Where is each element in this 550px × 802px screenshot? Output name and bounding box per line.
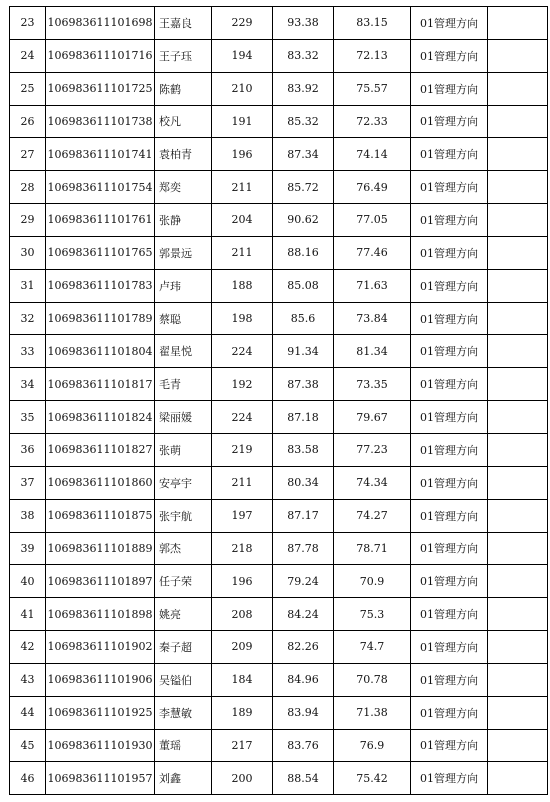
- table-body: [10, 7, 548, 795]
- candidate-id: 106983611101824: [46, 401, 155, 434]
- candidate-name: 王嘉良: [155, 7, 212, 40]
- total-score: 73.35: [334, 368, 411, 401]
- row-number: 36: [10, 433, 46, 466]
- initial-score: 184: [212, 663, 273, 696]
- candidate-name: 翟星悦: [155, 335, 212, 368]
- initial-score: 218: [212, 532, 273, 565]
- interview-score: 85.72: [273, 171, 334, 204]
- note-cell: [488, 39, 548, 72]
- total-score: 74.34: [334, 466, 411, 499]
- candidate-name: 郭景远: [155, 236, 212, 269]
- initial-score: 204: [212, 204, 273, 237]
- candidate-name: 姚亮: [155, 598, 212, 631]
- candidate-name: 陈鹤: [155, 72, 212, 105]
- total-score: 76.49: [334, 171, 411, 204]
- initial-score: 229: [212, 7, 273, 40]
- study-direction: 01管理方向: [411, 7, 488, 40]
- table-row: [10, 368, 548, 401]
- note-cell: [488, 729, 548, 762]
- note-cell: [488, 401, 548, 434]
- table-row: [10, 532, 548, 565]
- initial-score: 194: [212, 39, 273, 72]
- interview-score: 87.17: [273, 499, 334, 532]
- study-direction: 01管理方向: [411, 72, 488, 105]
- total-score: 70.9: [334, 565, 411, 598]
- initial-score: 211: [212, 466, 273, 499]
- total-score: 75.57: [334, 72, 411, 105]
- note-cell: [488, 433, 548, 466]
- row-number: 24: [10, 39, 46, 72]
- initial-score: 211: [212, 236, 273, 269]
- interview-score: 80.34: [273, 466, 334, 499]
- row-number: 26: [10, 105, 46, 138]
- study-direction: 01管理方向: [411, 171, 488, 204]
- candidate-name: 张宇航: [155, 499, 212, 532]
- candidate-id: 106983611101898: [46, 598, 155, 631]
- total-score: 79.67: [334, 401, 411, 434]
- row-number: 30: [10, 236, 46, 269]
- note-cell: [488, 696, 548, 729]
- interview-score: 91.34: [273, 335, 334, 368]
- interview-score: 83.76: [273, 729, 334, 762]
- initial-score: 196: [212, 565, 273, 598]
- total-score: 77.05: [334, 204, 411, 237]
- row-number: 32: [10, 302, 46, 335]
- study-direction: 01管理方向: [411, 204, 488, 237]
- initial-score: 224: [212, 401, 273, 434]
- table-row: [10, 631, 548, 664]
- study-direction: 01管理方向: [411, 236, 488, 269]
- study-direction: 01管理方向: [411, 532, 488, 565]
- note-cell: [488, 236, 548, 269]
- interview-score: 87.34: [273, 138, 334, 171]
- row-number: 43: [10, 663, 46, 696]
- interview-score: 87.38: [273, 368, 334, 401]
- total-score: 74.27: [334, 499, 411, 532]
- note-cell: [488, 72, 548, 105]
- candidate-id: 106983611101725: [46, 72, 155, 105]
- total-score: 77.23: [334, 433, 411, 466]
- note-cell: [488, 204, 548, 237]
- candidate-name: 郑奕: [155, 171, 212, 204]
- note-cell: [488, 631, 548, 664]
- table-row: [10, 7, 548, 40]
- interview-score: 85.32: [273, 105, 334, 138]
- note-cell: [488, 105, 548, 138]
- candidate-id: 106983611101827: [46, 433, 155, 466]
- row-number: 39: [10, 532, 46, 565]
- candidate-id: 106983611101804: [46, 335, 155, 368]
- table-row: [10, 762, 548, 795]
- study-direction: 01管理方向: [411, 302, 488, 335]
- total-score: 81.34: [334, 335, 411, 368]
- initial-score: 198: [212, 302, 273, 335]
- interview-score: 83.58: [273, 433, 334, 466]
- total-score: 71.38: [334, 696, 411, 729]
- candidate-name: 毛青: [155, 368, 212, 401]
- candidate-id: 106983611101902: [46, 631, 155, 664]
- table-row: [10, 598, 548, 631]
- row-number: 29: [10, 204, 46, 237]
- candidate-id: 106983611101957: [46, 762, 155, 795]
- table-row: [10, 335, 548, 368]
- note-cell: [488, 7, 548, 40]
- table-row: [10, 72, 548, 105]
- initial-score: 211: [212, 171, 273, 204]
- row-number: 40: [10, 565, 46, 598]
- note-cell: [488, 368, 548, 401]
- candidate-name: 张萌: [155, 433, 212, 466]
- table-row: [10, 105, 548, 138]
- initial-score: 196: [212, 138, 273, 171]
- candidate-name: 安亭宇: [155, 466, 212, 499]
- candidate-id: 106983611101889: [46, 532, 155, 565]
- row-number: 42: [10, 631, 46, 664]
- interview-score: 90.62: [273, 204, 334, 237]
- study-direction: 01管理方向: [411, 466, 488, 499]
- note-cell: [488, 762, 548, 795]
- candidate-id: 106983611101860: [46, 466, 155, 499]
- total-score: 72.13: [334, 39, 411, 72]
- interview-score: 84.96: [273, 663, 334, 696]
- candidate-name: 刘鑫: [155, 762, 212, 795]
- total-score: 75.42: [334, 762, 411, 795]
- table-row: [10, 565, 548, 598]
- candidate-id: 106983611101761: [46, 204, 155, 237]
- candidate-name: 董瑶: [155, 729, 212, 762]
- interview-score: 88.54: [273, 762, 334, 795]
- row-number: 37: [10, 466, 46, 499]
- study-direction: 01管理方向: [411, 663, 488, 696]
- table-row: [10, 302, 548, 335]
- interview-score: 93.38: [273, 7, 334, 40]
- study-direction: 01管理方向: [411, 631, 488, 664]
- study-direction: 01管理方向: [411, 565, 488, 598]
- interview-score: 83.94: [273, 696, 334, 729]
- total-score: 83.15: [334, 7, 411, 40]
- total-score: 74.7: [334, 631, 411, 664]
- table-row: [10, 433, 548, 466]
- row-number: 46: [10, 762, 46, 795]
- interview-score: 83.32: [273, 39, 334, 72]
- candidate-name: 吴镒伯: [155, 663, 212, 696]
- total-score: 73.84: [334, 302, 411, 335]
- candidate-name: 袁柏青: [155, 138, 212, 171]
- candidate-id: 106983611101875: [46, 499, 155, 532]
- candidate-id: 106983611101897: [46, 565, 155, 598]
- note-cell: [488, 302, 548, 335]
- table-row: [10, 466, 548, 499]
- row-number: 34: [10, 368, 46, 401]
- study-direction: 01管理方向: [411, 368, 488, 401]
- table-row: [10, 663, 548, 696]
- note-cell: [488, 466, 548, 499]
- row-number: 41: [10, 598, 46, 631]
- row-number: 25: [10, 72, 46, 105]
- table-row: [10, 729, 548, 762]
- interview-score: 88.16: [273, 236, 334, 269]
- study-direction: 01管理方向: [411, 729, 488, 762]
- table-row: [10, 204, 548, 237]
- note-cell: [488, 499, 548, 532]
- initial-score: 189: [212, 696, 273, 729]
- interview-score: 87.18: [273, 401, 334, 434]
- row-number: 44: [10, 696, 46, 729]
- initial-score: 188: [212, 269, 273, 302]
- candidate-id: 106983611101765: [46, 236, 155, 269]
- initial-score: 192: [212, 368, 273, 401]
- candidate-id: 106983611101698: [46, 7, 155, 40]
- note-cell: [488, 598, 548, 631]
- interview-score: 79.24: [273, 565, 334, 598]
- candidate-name: 王子珏: [155, 39, 212, 72]
- study-direction: 01管理方向: [411, 762, 488, 795]
- candidate-name: 秦子超: [155, 631, 212, 664]
- initial-score: 191: [212, 105, 273, 138]
- candidate-id: 106983611101741: [46, 138, 155, 171]
- note-cell: [488, 663, 548, 696]
- initial-score: 200: [212, 762, 273, 795]
- candidate-name: 校凡: [155, 105, 212, 138]
- initial-score: 209: [212, 631, 273, 664]
- row-number: 38: [10, 499, 46, 532]
- initial-score: 224: [212, 335, 273, 368]
- note-cell: [488, 171, 548, 204]
- interview-score: 83.92: [273, 72, 334, 105]
- candidate-id: 106983611101754: [46, 171, 155, 204]
- initial-score: 210: [212, 72, 273, 105]
- candidate-name: 李慧敏: [155, 696, 212, 729]
- candidate-id: 106983611101783: [46, 269, 155, 302]
- interview-score: 85.6: [273, 302, 334, 335]
- study-direction: 01管理方向: [411, 138, 488, 171]
- initial-score: 217: [212, 729, 273, 762]
- interview-score: 82.26: [273, 631, 334, 664]
- study-direction: 01管理方向: [411, 598, 488, 631]
- table-row: [10, 499, 548, 532]
- candidate-id: 106983611101817: [46, 368, 155, 401]
- total-score: 70.78: [334, 663, 411, 696]
- table-row: [10, 401, 548, 434]
- table-row: [10, 696, 548, 729]
- total-score: 77.46: [334, 236, 411, 269]
- note-cell: [488, 138, 548, 171]
- initial-score: 219: [212, 433, 273, 466]
- initial-score: 208: [212, 598, 273, 631]
- candidate-id: 106983611101925: [46, 696, 155, 729]
- row-number: 45: [10, 729, 46, 762]
- interview-score: 84.24: [273, 598, 334, 631]
- note-cell: [488, 269, 548, 302]
- table-row: [10, 171, 548, 204]
- candidate-name: 张静: [155, 204, 212, 237]
- candidate-name: 卢玮: [155, 269, 212, 302]
- score-table-page: [9, 6, 548, 795]
- interview-score: 85.08: [273, 269, 334, 302]
- candidate-id: 106983611101906: [46, 663, 155, 696]
- total-score: 74.14: [334, 138, 411, 171]
- score-table: [9, 6, 548, 795]
- study-direction: 01管理方向: [411, 499, 488, 532]
- table-row: [10, 39, 548, 72]
- initial-score: 197: [212, 499, 273, 532]
- total-score: 72.33: [334, 105, 411, 138]
- row-number: 23: [10, 7, 46, 40]
- candidate-id: 106983611101738: [46, 105, 155, 138]
- note-cell: [488, 335, 548, 368]
- candidate-id: 106983611101716: [46, 39, 155, 72]
- total-score: 76.9: [334, 729, 411, 762]
- study-direction: 01管理方向: [411, 696, 488, 729]
- study-direction: 01管理方向: [411, 105, 488, 138]
- candidate-name: 蔡聪: [155, 302, 212, 335]
- row-number: 27: [10, 138, 46, 171]
- note-cell: [488, 532, 548, 565]
- study-direction: 01管理方向: [411, 39, 488, 72]
- candidate-id: 106983611101789: [46, 302, 155, 335]
- total-score: 75.3: [334, 598, 411, 631]
- table-row: [10, 236, 548, 269]
- row-number: 33: [10, 335, 46, 368]
- row-number: 35: [10, 401, 46, 434]
- total-score: 78.71: [334, 532, 411, 565]
- table-row: [10, 269, 548, 302]
- table-row: [10, 138, 548, 171]
- row-number: 28: [10, 171, 46, 204]
- candidate-id: 106983611101930: [46, 729, 155, 762]
- candidate-name: 梁丽媛: [155, 401, 212, 434]
- study-direction: 01管理方向: [411, 335, 488, 368]
- study-direction: 01管理方向: [411, 433, 488, 466]
- interview-score: 87.78: [273, 532, 334, 565]
- study-direction: 01管理方向: [411, 269, 488, 302]
- total-score: 71.63: [334, 269, 411, 302]
- row-number: 31: [10, 269, 46, 302]
- note-cell: [488, 565, 548, 598]
- study-direction: 01管理方向: [411, 401, 488, 434]
- candidate-name: 任子荣: [155, 565, 212, 598]
- candidate-name: 郭杰: [155, 532, 212, 565]
